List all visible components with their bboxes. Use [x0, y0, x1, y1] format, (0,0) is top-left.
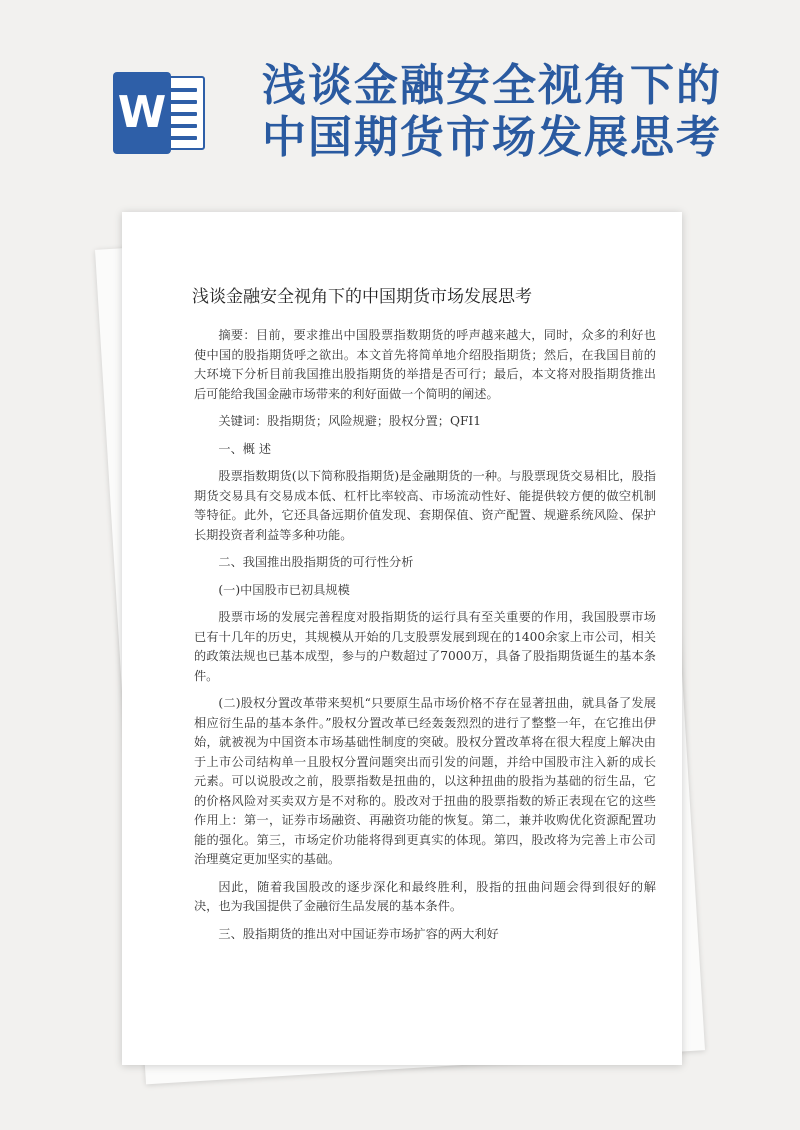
body-paragraph: 股票指数期货(以下简称股指期货)是金融期货的一种。与股票现货交易相比，股指期货交易具有交易成本低、杠杆比率较高、市场流动性好、能提供较方便的做空机制等特征。此外，它还具备远期价值发现、套期保值、资产配置、规避系统风险、保护长期投资者利益等多种功能。	[194, 469, 656, 542]
document-title: 浅谈金融安全视角下的中国期货市场发展思考	[192, 287, 532, 307]
body-paragraph: 股票市场的发展完善程度对股指期货的运行具有至关重要的作用，我国股票市场已有十几年的历史，其规模从开始的几支股票发展到现在的1400余家上市公司，相关的政策法规也已基本成型，参与的户数超过了7000万，具备了股指期货诞生的基本条件。	[194, 610, 656, 683]
section-heading: 三、股指期货的推出对中国证券市场扩容的两大利好	[218, 926, 499, 941]
document-body	[194, 326, 656, 952]
page-title-line1: 浅谈金融安全视角下的	[262, 60, 722, 111]
keywords-line: 关键词：股指期货；风险规避；股权分置；QFI1	[218, 414, 481, 428]
section-heading: 一、概 述	[218, 441, 272, 456]
abstract-paragraph: 摘要：目前，要求推出中国股票指数期货的呼声越来越大，同时，众多的利好也使中国的股指期货呼之欲出。本文首先将简单地介绍股指期货；然后，在我国目前的大环境下分析目前我国推出股指期货的举措是否可行；最后，本文将对股指期货推出后可能给我国金融市场带来的利好面做一个简明的阐述。	[194, 328, 656, 401]
page-title-line2: 中国期货市场发展思考	[262, 112, 722, 163]
subsection-heading: (一)中国股市已初具规模	[218, 582, 350, 597]
word-doc-icon	[113, 72, 205, 154]
word-icon-letter: W	[113, 72, 171, 154]
page-title	[262, 60, 782, 164]
body-paragraph: (二)股权分置改革带来契机“只要原生品市场价格不存在显著扭曲，就具备了发展相应衍生品的基本条件。”股权分置改革已经轰轰烈烈的进行了整整一年，在它推出伊始，就被视为中国资本市场基础性制度的突破。股权分置改革将在很大程度上解决由于上市公司结构单一且股权分置问题突出而引发的问题，并给中国股市注入新的成长元素。可以说股改之前，股票指数是扭曲的，以这种扭曲的股指为基础的衍生品，它的价格风险对买卖双方是不对称的。股改对于扭曲的股票指数的矫正表现在它的这些作用上：第一，证券市场融资、再融资功能的恢复。第二，兼并收购优化资源配置功能的强化。第三，市场定价功能将得到更真实的体现。第四，股改将为完善上市公司治理奠定更加坚实的基础。	[194, 696, 656, 866]
section-heading: 二、我国推出股指期货的可行性分析	[218, 555, 414, 569]
document-page	[122, 212, 682, 1065]
body-paragraph: 因此，随着我国股改的逐步深化和最终胜利，股指的扭曲问题会得到很好的解决，也为我国提供了金融衍生品发展的基本条件。	[194, 879, 656, 913]
